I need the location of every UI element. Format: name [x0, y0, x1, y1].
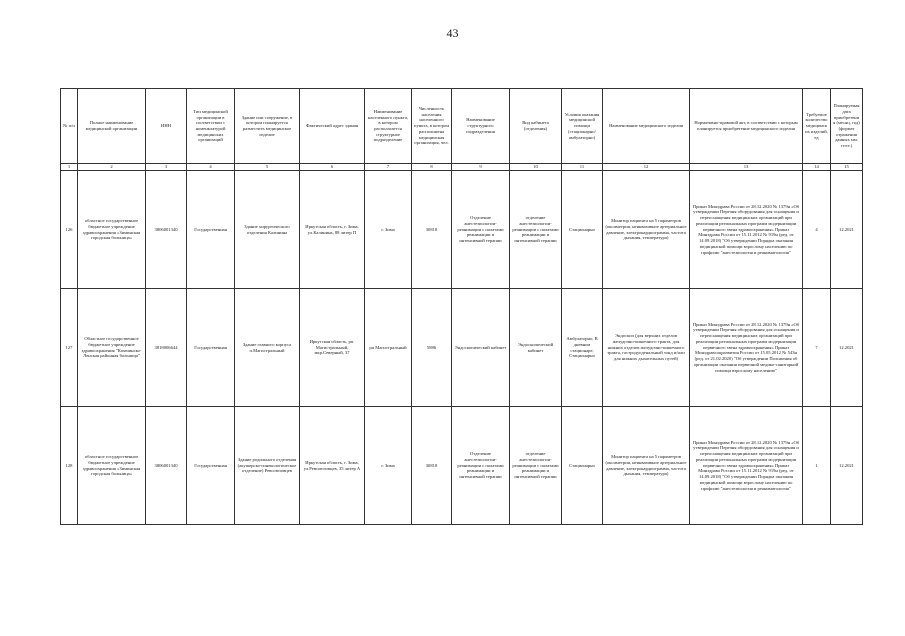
table-cell: 126 — [61, 171, 78, 289]
table-cell: 3818006644 — [146, 289, 187, 407]
table-cell: 5886 — [412, 289, 452, 407]
table-cell: Эндоскопический кабинет — [510, 289, 562, 407]
table-cell: 12.2021 — [831, 407, 863, 525]
table-row — [61, 289, 863, 407]
page-number: 43 — [446, 26, 459, 40]
table-cell: 30818 — [412, 171, 452, 289]
table-cell: Амбулаторно, В дневном стационаре, Стационарно — [562, 289, 603, 407]
column-number: 5 — [235, 164, 300, 171]
table-cell: 7 — [803, 289, 831, 407]
table-cell: Здание главного корпуса п.Магистральный — [235, 289, 300, 407]
table-cell: Монитор пациента на 5 параметров (оксиметрия, неинвазивное артериальное давление, электрокардиограмма, частота дыхания, температура) — [603, 407, 690, 525]
table-cell: Отделение анестезиологии-реанимации с палатами реанимации и интенсивной терапии — [452, 171, 510, 289]
header-cell: Полное наименование медицинской организации — [78, 89, 146, 164]
table-cell: Государственная — [187, 407, 235, 525]
table-cell: Стационарно — [562, 407, 603, 525]
header-row — [61, 89, 863, 164]
column-number: 6 — [300, 164, 365, 171]
column-number: 10 — [510, 164, 562, 171]
table-cell: Здание родильного отделения (акушерско-гинекологическое отделение) Ревсоюзовцев — [235, 407, 300, 525]
table-cell: Областное государственное бюджетное учреждение здравоохранения "Казачинско-Ленская районная больница" — [78, 289, 146, 407]
table-cell: областное государственное бюджетное учреждение здравоохранения «Зиминская городская больница» — [78, 171, 146, 289]
table-cell: г. Зима — [365, 171, 412, 289]
table-cell: Монитор пациента на 5 параметров (оксиметрия, неинвазивное артериальное давление, электрокардиограмма, частота дыхания, температура) — [603, 171, 690, 289]
header-cell: Вид кабинета (отделения) — [510, 89, 562, 164]
table-cell: г. Зима — [365, 407, 412, 525]
column-number: 13 — [690, 164, 803, 171]
table-cell: рп Магистральный — [365, 289, 412, 407]
column-number: 8 — [412, 164, 452, 171]
table-cell: 1 — [803, 407, 831, 525]
table-cell: Приказ Минздрава России от 28.12.2020 № 1379н «Об утверждении Перечня оборудования для оснащения и переоснащения медицинских организаций при реализации региональных программ модернизации первичного звена здравоохранения» Приказ Минздрава России от 15.11.2012 № 919н (ред. от 14.09.2018) "Об утверждении Порядка оказания медицинской помощи взрослому населению по профилю "анестезиология и реаниматология" — [690, 171, 803, 289]
column-number: 15 — [831, 164, 863, 171]
table-row — [61, 407, 863, 525]
table-cell: 30818 — [412, 407, 452, 525]
table-cell: Здание хирургического отделения Калинина — [235, 171, 300, 289]
table-cell: Эндоскопический кабинет — [452, 289, 510, 407]
table-cell: отделение анестезиологии-реанимации с палатами реанимации и интенсивной терапии — [510, 407, 562, 525]
column-number: 2 — [78, 164, 146, 171]
table-cell: 128 — [61, 407, 78, 525]
table-cell: Эндоскоп (для верхних отделов желудочно-кишечного тракта, для нижних отделов желудочно-кишечного тракта, гастродуоденальный зонд и/или для нижних дыхательных путей) — [603, 289, 690, 407]
table-cell: 127 — [61, 289, 78, 407]
table-cell: Государственная — [187, 289, 235, 407]
header-cell: Фактический адрес здания — [300, 89, 365, 164]
column-number-row — [61, 164, 863, 171]
header-cell: Требуемое количество медицинских изделий, ед — [803, 89, 831, 164]
header-cell: Здание или сооружение, в котором планируется разместить медицинское изделие — [235, 89, 300, 164]
header-cell: Наименование структурного подразделения — [452, 89, 510, 164]
header-cell: ИНН — [146, 89, 187, 164]
table-cell: 3806001340 — [146, 407, 187, 525]
table-cell: Иркутская область, г. Зима, ул.Калинина, 88 литер П — [300, 171, 365, 289]
table-cell: отделение анестезиологии-реанимации с палатами реанимации и интенсивной терапии — [510, 171, 562, 289]
table-cell: 12.2021 — [831, 171, 863, 289]
table-cell: 12.2021 — [831, 289, 863, 407]
column-number: 7 — [365, 164, 412, 171]
header-cell: Планируемая дата приобретения (месяц, год) (формат отражения данных мм. ггггг.) — [831, 89, 863, 164]
header-cell: № п/п — [61, 89, 78, 164]
table-cell: Иркутская область, г. Зима, ул.Ревсоюзовцев, 35 литер А — [300, 407, 365, 525]
table-cell: Приказ Минздрава России от 28.12.2020 № 1379н «Об утверждении Перечня оборудования для оснащения и переоснащения медицинских организаций при реализации региональных программ модернизации первичного звена здравоохранения» Приказ Минздрава России от 15.11.2012 № 919н (ред. от 14.09.2018) "Об утверждении Порядка оказания медицинской помощи взрослому населению по профилю "анестезиология и реаниматология" — [690, 407, 803, 525]
column-number: 14 — [803, 164, 831, 171]
column-number: 3 — [146, 164, 187, 171]
header-cell: Нормативно-правовой акт, в соответствии с которым планируется приобретение медицинского изделия — [690, 89, 803, 164]
column-number: 12 — [603, 164, 690, 171]
table-cell: Приказ Минздрава России от 28.12.2020 № 1379н «Об утверждении Перечня оборудования для оснащения и переоснащения медицинских организаций при реализации региональных программ модернизации первичного звена здравоохранения» Приказ Минздравсоцразвития России от 15.05.2012 № 543н (ред. от 21.02.2020) "Об утверждении Положения об организации оказания первичной медико-санитарной помощи взрослому населению" — [690, 289, 803, 407]
medical-equipment-table — [60, 88, 863, 525]
table-row — [61, 171, 863, 289]
header-cell: Условия оказания медицинской помощи (стационарно/амбулаторно) — [562, 89, 603, 164]
column-number: 1 — [61, 164, 78, 171]
header-cell: Наименование населенного пункта, в котором располагается структурное подразделение — [365, 89, 412, 164]
table-cell: Государственная — [187, 171, 235, 289]
header-cell: Наименование медицинского изделия — [603, 89, 690, 164]
table-cell: 3806001340 — [146, 171, 187, 289]
column-number: 4 — [187, 164, 235, 171]
table-cell: Иркутская область, рп. Магистральный, мкр.Северный, 37 — [300, 289, 365, 407]
table-cell: Отделение анестезиологии-реанимации с палатами реанимации и интенсивной терапии — [452, 407, 510, 525]
table-cell: Стационарно — [562, 171, 603, 289]
table-cell: областное государственное бюджетное учреждение здравоохранения «Зиминская городская больница» — [78, 407, 146, 525]
column-number: 9 — [452, 164, 510, 171]
header-cell: Тип медицинской организации в соответствии с номенклатурой медицинских организаций — [187, 89, 235, 164]
table-cell: 4 — [803, 171, 831, 289]
header-cell: Численность населения населенного пункта, в котором расположена медицинская организация, чел. — [412, 89, 452, 164]
column-number: 11 — [562, 164, 603, 171]
